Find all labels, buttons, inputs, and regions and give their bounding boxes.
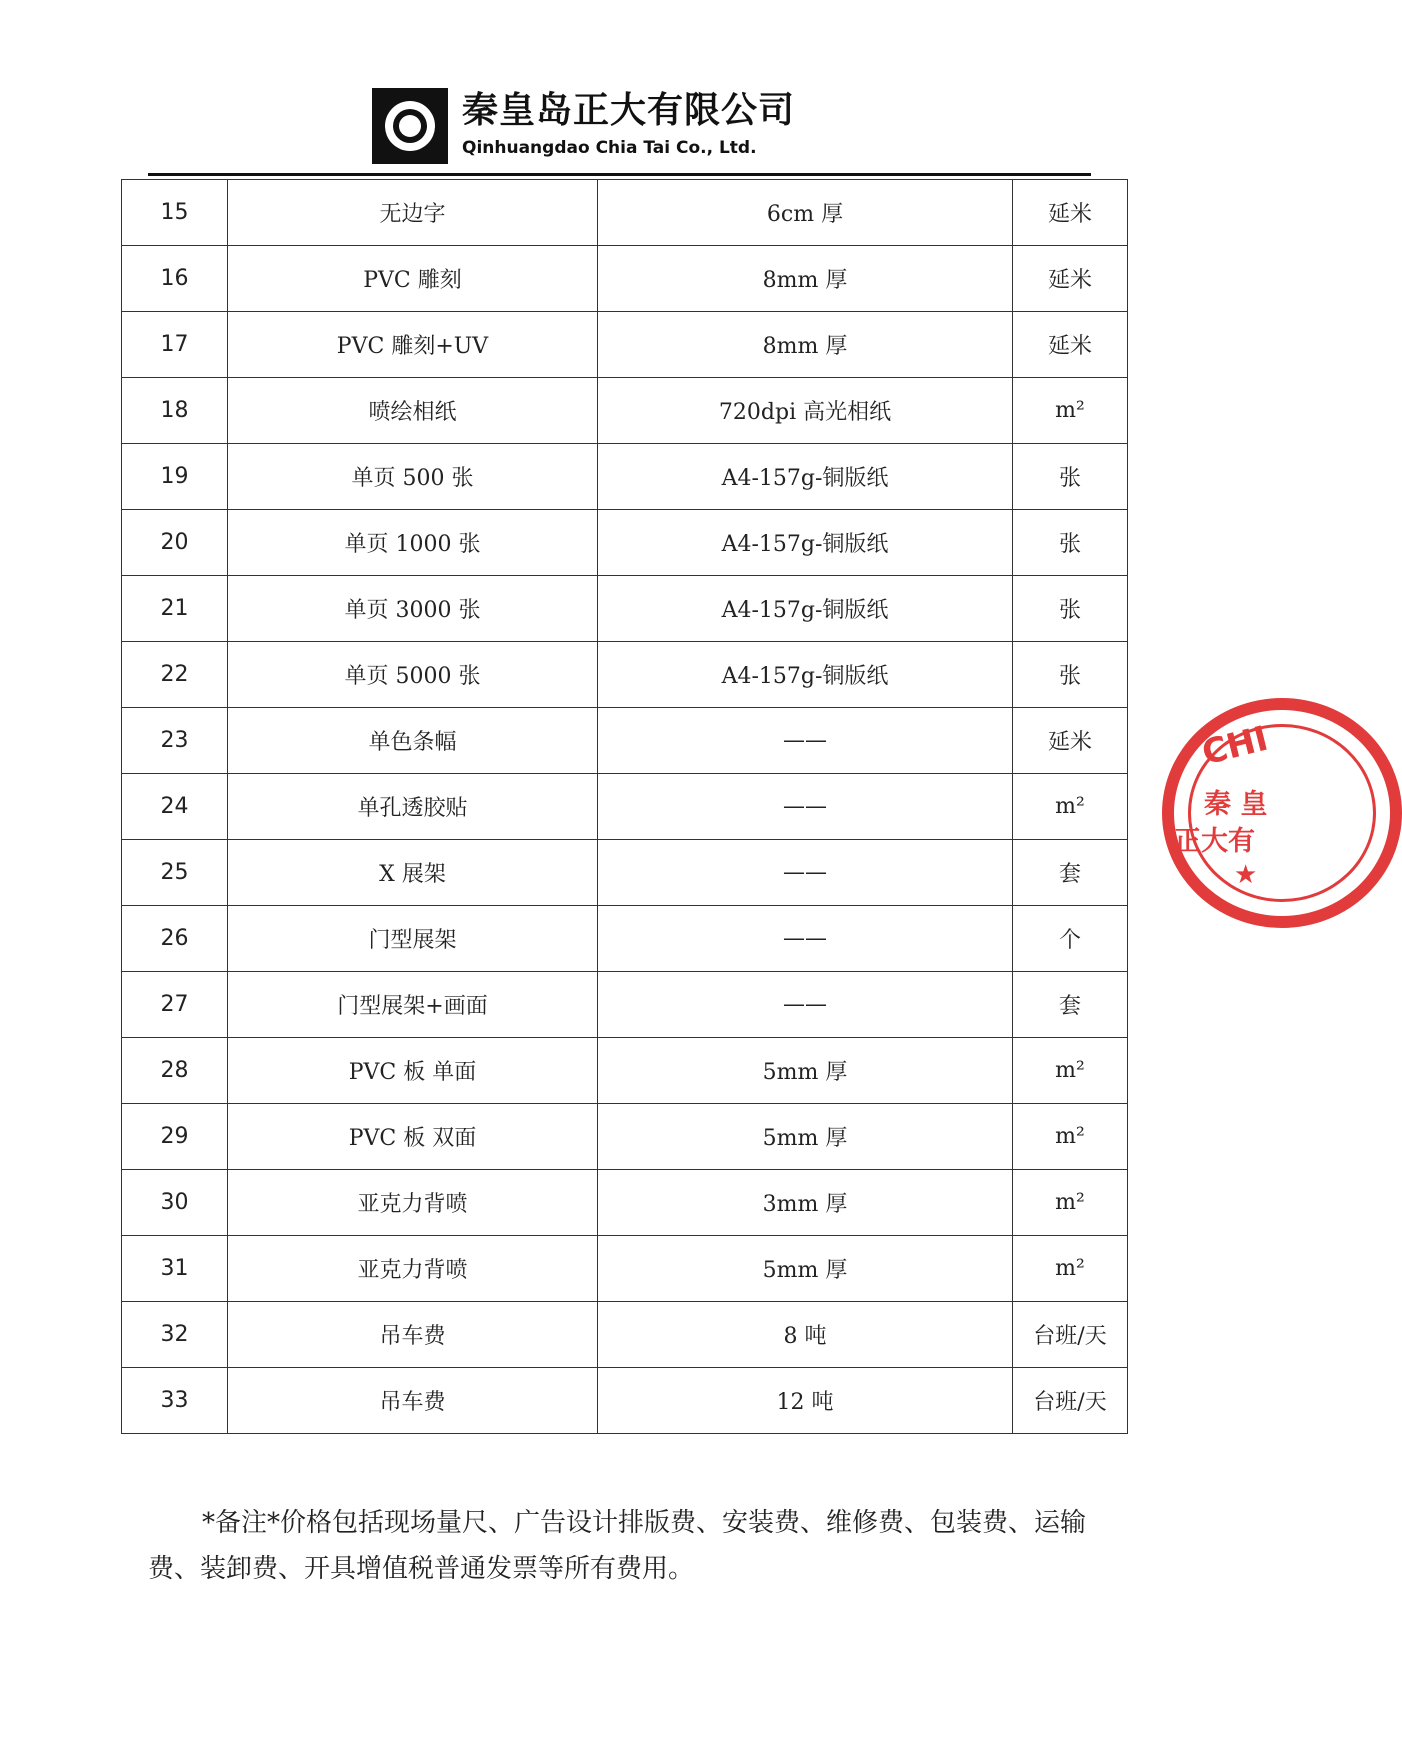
company-seal-stamp bbox=[1162, 698, 1402, 928]
item-unit: 延米 bbox=[1013, 708, 1128, 774]
item-spec: 8 吨 bbox=[598, 1302, 1013, 1368]
table-row bbox=[122, 180, 1128, 246]
company-logo-icon bbox=[372, 88, 448, 164]
item-name: 单页 5000 张 bbox=[228, 642, 598, 708]
row-number: 16 bbox=[122, 246, 228, 312]
item-name: 喷绘相纸 bbox=[228, 378, 598, 444]
item-unit: 套 bbox=[1013, 840, 1128, 906]
table-row bbox=[122, 312, 1128, 378]
item-spec: —— bbox=[598, 972, 1013, 1038]
seal-text-en: CHI bbox=[1198, 718, 1272, 774]
item-unit: 个 bbox=[1013, 906, 1128, 972]
row-number: 26 bbox=[122, 906, 228, 972]
item-name: 吊车费 bbox=[228, 1368, 598, 1434]
company-name-cn: 秦皇岛正大有限公司 bbox=[462, 90, 796, 131]
row-number: 29 bbox=[122, 1104, 228, 1170]
item-spec: —— bbox=[598, 774, 1013, 840]
item-name: 单页 500 张 bbox=[228, 444, 598, 510]
price-table bbox=[121, 179, 1128, 1434]
row-number: 25 bbox=[122, 840, 228, 906]
item-name: 单页 3000 张 bbox=[228, 576, 598, 642]
item-spec: 5mm 厚 bbox=[598, 1038, 1013, 1104]
item-spec: A4-157g-铜版纸 bbox=[598, 576, 1013, 642]
item-unit: 套 bbox=[1013, 972, 1128, 1038]
item-spec: 5mm 厚 bbox=[598, 1104, 1013, 1170]
item-spec: 8mm 厚 bbox=[598, 246, 1013, 312]
table-row bbox=[122, 1038, 1128, 1104]
item-unit: m² bbox=[1013, 1104, 1128, 1170]
table-row bbox=[122, 1236, 1128, 1302]
seal-text-cn-mid: 正大有 bbox=[1174, 826, 1255, 857]
seal-text-cn-top: 秦 皇 bbox=[1204, 789, 1268, 820]
table-row bbox=[122, 1368, 1128, 1434]
item-unit: m² bbox=[1013, 1170, 1128, 1236]
table-row bbox=[122, 1170, 1128, 1236]
row-number: 15 bbox=[122, 180, 228, 246]
item-name: 单孔透胶贴 bbox=[228, 774, 598, 840]
item-name: PVC 板 双面 bbox=[228, 1104, 598, 1170]
item-unit: 延米 bbox=[1013, 246, 1128, 312]
header-rule bbox=[148, 173, 1091, 176]
table-row bbox=[122, 906, 1128, 972]
item-spec: 5mm 厚 bbox=[598, 1236, 1013, 1302]
row-number: 22 bbox=[122, 642, 228, 708]
table-row bbox=[122, 840, 1128, 906]
letterhead bbox=[372, 88, 795, 164]
row-number: 28 bbox=[122, 1038, 228, 1104]
table-row bbox=[122, 708, 1128, 774]
item-name: PVC 雕刻+UV bbox=[228, 312, 598, 378]
item-unit: m² bbox=[1013, 1038, 1128, 1104]
row-number: 17 bbox=[122, 312, 228, 378]
item-unit: 延米 bbox=[1013, 312, 1128, 378]
item-name: 亚克力背喷 bbox=[228, 1236, 598, 1302]
item-name: X 展架 bbox=[228, 840, 598, 906]
row-number: 32 bbox=[122, 1302, 228, 1368]
item-unit: 张 bbox=[1013, 576, 1128, 642]
item-spec: A4-157g-铜版纸 bbox=[598, 642, 1013, 708]
table-row bbox=[122, 378, 1128, 444]
item-spec: 8mm 厚 bbox=[598, 312, 1013, 378]
table-row bbox=[122, 1104, 1128, 1170]
item-spec: 6cm 厚 bbox=[598, 180, 1013, 246]
item-name: 单页 1000 张 bbox=[228, 510, 598, 576]
table-row bbox=[122, 642, 1128, 708]
row-number: 23 bbox=[122, 708, 228, 774]
table-row bbox=[122, 576, 1128, 642]
item-unit: m² bbox=[1013, 378, 1128, 444]
item-name: 门型展架 bbox=[228, 906, 598, 972]
row-number: 19 bbox=[122, 444, 228, 510]
item-name: 门型展架+画面 bbox=[228, 972, 598, 1038]
item-unit: 张 bbox=[1013, 642, 1128, 708]
row-number: 27 bbox=[122, 972, 228, 1038]
item-spec: 12 吨 bbox=[598, 1368, 1013, 1434]
company-titles bbox=[462, 88, 795, 158]
table-row bbox=[122, 444, 1128, 510]
item-spec: —— bbox=[598, 906, 1013, 972]
item-name: 无边字 bbox=[228, 180, 598, 246]
table-row bbox=[122, 972, 1128, 1038]
item-spec: A4-157g-铜版纸 bbox=[598, 444, 1013, 510]
row-number: 18 bbox=[122, 378, 228, 444]
item-spec: —— bbox=[598, 708, 1013, 774]
row-number: 24 bbox=[122, 774, 228, 840]
item-unit: m² bbox=[1013, 1236, 1128, 1302]
item-unit: 台班/天 bbox=[1013, 1368, 1128, 1434]
item-spec: —— bbox=[598, 840, 1013, 906]
table-row bbox=[122, 1302, 1128, 1368]
remarks-note: *备注*价格包括现场量尺、广告设计排版费、安装费、维修费、包装费、运输费、装卸费、开具增值税普通发票等所有费用。 bbox=[148, 1508, 1087, 1584]
row-number: 33 bbox=[122, 1368, 228, 1434]
item-name: PVC 板 单面 bbox=[228, 1038, 598, 1104]
item-unit: 张 bbox=[1013, 510, 1128, 576]
table-row bbox=[122, 246, 1128, 312]
item-unit: m² bbox=[1013, 774, 1128, 840]
row-number: 30 bbox=[122, 1170, 228, 1236]
item-name: 吊车费 bbox=[228, 1302, 598, 1368]
item-unit: 张 bbox=[1013, 444, 1128, 510]
item-spec: A4-157g-铜版纸 bbox=[598, 510, 1013, 576]
item-name: PVC 雕刻 bbox=[228, 246, 598, 312]
table-row bbox=[122, 510, 1128, 576]
table-row bbox=[122, 774, 1128, 840]
row-number: 31 bbox=[122, 1236, 228, 1302]
company-name-en: Qinhuangdao Chia Tai Co., Ltd. bbox=[462, 138, 757, 158]
item-spec: 3mm 厚 bbox=[598, 1170, 1013, 1236]
item-spec: 720dpi 高光相纸 bbox=[598, 378, 1013, 444]
item-name: 单色条幅 bbox=[228, 708, 598, 774]
row-number: 20 bbox=[122, 510, 228, 576]
item-unit: 延米 bbox=[1013, 180, 1128, 246]
item-name: 亚克力背喷 bbox=[228, 1170, 598, 1236]
row-number: 21 bbox=[122, 576, 228, 642]
item-unit: 台班/天 bbox=[1013, 1302, 1128, 1368]
seal-star-icon: ★ bbox=[1234, 860, 1258, 890]
